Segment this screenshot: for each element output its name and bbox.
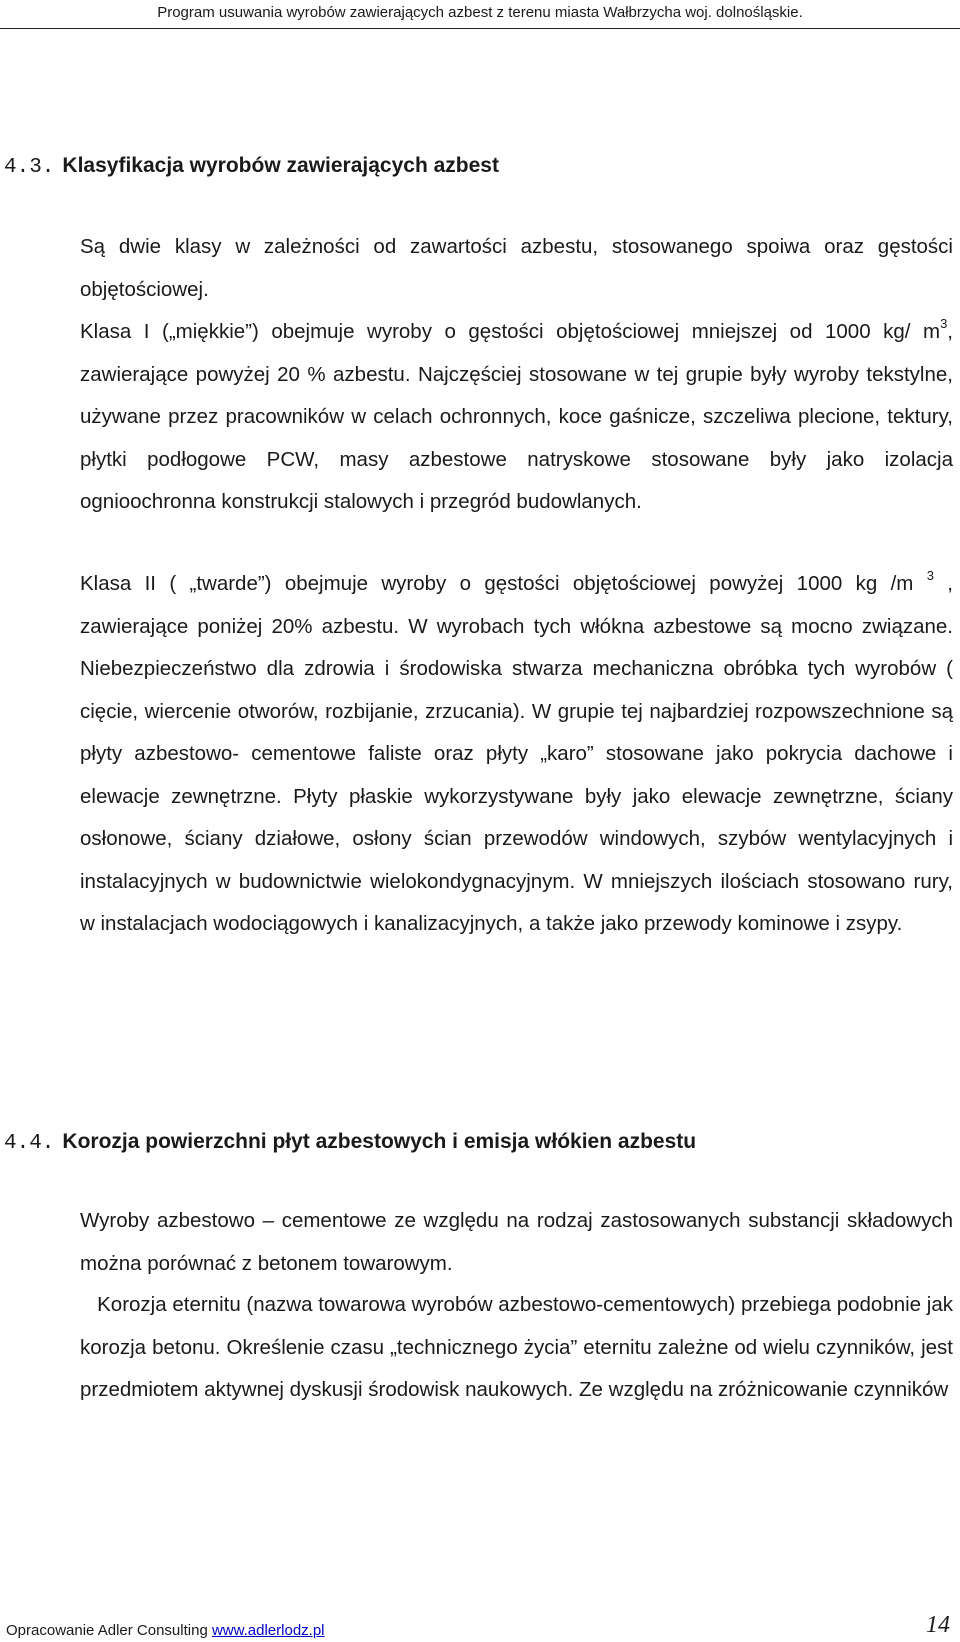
- section-heading-4-3: [4, 154, 499, 179]
- header-divider: [0, 28, 960, 29]
- paragraph-corrosion: [80, 1284, 953, 1412]
- superscript: 3: [926, 568, 934, 583]
- page-header: Program usuwania wyrobów zawierających azbest z terenu miasta Wałbrzycha woj. dolnośląskie.: [157, 4, 803, 21]
- paragraph-text: Klasa II ( „twarde”) obejmuje wyroby o gęstości objętościowej powyżej 1000 kg /m: [80, 572, 927, 595]
- paragraph-text: Klasa I („miękkie”) obejmuje wyroby o gęstości objętościowej mniejszej od 1000 kg/ m: [80, 320, 941, 343]
- section-title: Korozja powierzchni płyt azbestowych i emisja włókien azbestu: [62, 1130, 697, 1153]
- paragraph-class-two: [80, 563, 953, 946]
- paragraph-text: , zawierające powyżej 20 % azbestu. Najczęściej stosowane w tej grupie były wyroby tekstylne, używane przez pracowników w celach ochronnych, koce gaśnicze, szczeliwa plecione, tektury, płytki podłogowe PCW, masy azbestowe natryskowe stosowane były jako izolacja ognioochronna konstrukcji stalowych i przegród budowlanych.: [80, 320, 953, 513]
- paragraph-two-classes: [80, 226, 953, 311]
- section-number: 4.4.: [4, 1132, 55, 1155]
- footer-text: Opracowanie Adler Consulting: [6, 1622, 212, 1639]
- section-heading-4-4: [4, 1130, 696, 1155]
- paragraph-text: Wyroby azbestowo – cementowe ze względu na rodzaj zastosowanych substancji składowych można porównać z betonem towarowym.: [80, 1209, 953, 1275]
- paragraph-text: Korozja eternitu (nazwa towarowa wyrobów azbestowo-cementowych) przebiega podobnie jak korozja betonu. Określenie czasu „technicznego życia” eternitu zależne od wielu czynników, jest przedmiotem aktywnej dyskusji środowisk naukowych. Ze względu na zróżnicowanie czynników: [80, 1293, 953, 1401]
- section-title: Klasyfikacja wyrobów zawierających azbest: [62, 154, 499, 177]
- paragraph-text: Są dwie klasy w zależności od zawartości azbestu, stosowanego spoiwa oraz gęstości objętościowej.: [80, 235, 953, 301]
- footer-credit: [6, 1622, 325, 1639]
- paragraph-comparison: [80, 1200, 953, 1285]
- footer-website-link[interactable]: www.adlerlodz.pl: [211, 1622, 325, 1639]
- paragraph-text: , zawierające poniżej 20% azbestu. W wyrobach tych włókna azbestowe są mocno związane. Niebezpieczeństwo dla zdrowia i środowiska stwarza mechaniczna obróbka tych wyrobów ( cięcie, wiercenie otworów, rozbijanie, zrzucania). W grupie tej najbardziej rozpowszechnione są płyty azbestowo- cementowe faliste oraz płyty „karo” stosowane jako pokrycia dachowe i elewacje zewnętrzne. Płyty płaskie wykorzystywane były jako elewacje zewnętrzne, ściany osłonowe, ściany działowe, osłony ścian przewodów windowych, szybów wentylacyjnych i instalacyjnych w budownictwie wielokondygnacyjnym. W mniejszych ilościach stosowano rury, w instalacjach wodociągowych i kanalizacyjnych, a także jako przewody kominowe i zsypy.: [80, 572, 953, 935]
- superscript: 3: [940, 316, 948, 331]
- page-number: 14: [926, 1612, 950, 1638]
- page-footer: [6, 1608, 956, 1638]
- paragraph-class-one: [80, 311, 953, 524]
- section-number: 4.3.: [4, 156, 55, 179]
